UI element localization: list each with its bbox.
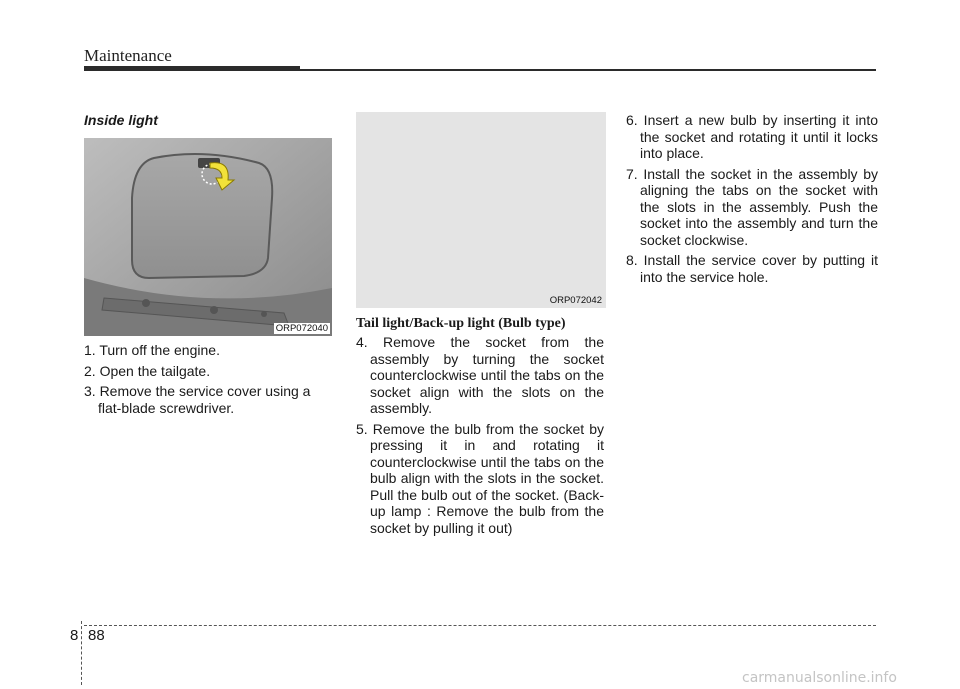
step-1: 1. Turn off the engine. [84,342,220,358]
image-code-label: ORP072040 [275,323,328,334]
page-number: 88 [88,627,105,644]
inside-light-heading: Inside light [84,112,158,128]
inside-light-photo [84,138,332,336]
step-3: 3. Remove the service cover using a flat-blade screwdriver. [84,383,311,416]
service-cover-illustration [84,138,332,336]
footer-divider [81,621,82,685]
image-code-label: ORP072042 [549,295,602,306]
step-8: 8. Install the service cover by putting it into the service hole. [626,252,878,285]
tail-light-heading: Tail light/Back-up light (Bulb type) [356,316,566,331]
header-rule-thin [300,69,876,71]
tail-light-steps [356,334,604,540]
step-2: 2. Open the tailgate. [84,362,211,379]
step-5: 5. Remove the bulb from the socket by pressing it in and rotating it counterclockwise until the tabs on the bulb align with the slots in the socket. Pull the bulb out of the socket. (Back-up lamp : Remove the bulb from the socket by pulling it out) [356,420,604,536]
step-7: 7. Install the socket in the assembly by aligning the tabs on the socket with the slots in the assembly. Push the socket into the assembly and turn the socket clockwise. [626,165,878,248]
section-title: Maintenance [84,46,172,65]
chapter-number: 8 [70,627,79,644]
inside-light-steps [84,342,334,420]
header-rule-thick [84,66,300,71]
step-4: 4. Remove the socket from the assembly by turning the socket counterclockwise until the tabs on the socket align with the slots on the assembly. [356,334,604,416]
install-steps [626,112,878,289]
step-6: 6. Insert a new bulb by inserting it into the socket and rotating it until it locks into place. [626,112,878,161]
tail-light-photo [356,112,606,308]
watermark: carmanualsonline.info [742,670,897,686]
footer-rule [84,625,876,626]
